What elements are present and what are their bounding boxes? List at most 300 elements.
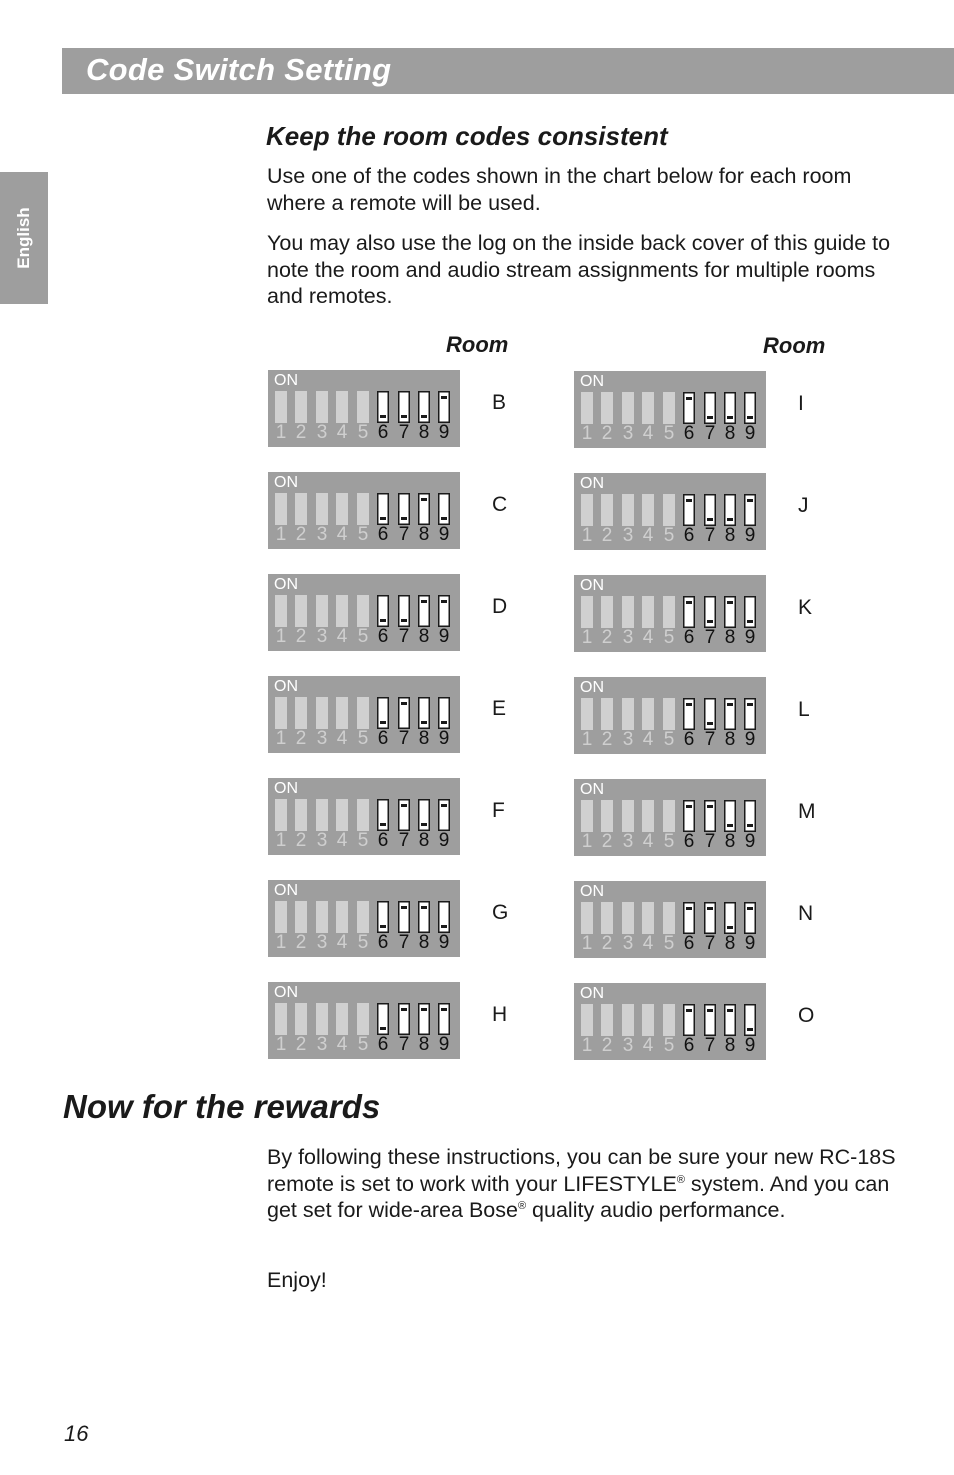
switch-knob-off [421,415,427,418]
switch-number-2: 2 [295,422,307,443]
switch-knob-on [707,1009,713,1012]
on-label: ON [580,679,604,696]
switch-number-1: 1 [275,728,287,749]
switch-number-1: 1 [275,626,287,647]
switch-slot-7 [704,494,716,526]
room-letter-m: M [798,800,816,823]
switch-slot-1 [275,493,287,525]
switch-slot-5 [357,595,369,627]
switch-slot-1 [581,392,593,424]
switch-slot-4 [642,1004,654,1036]
switch-slot-1 [275,391,287,423]
enjoy-text: Enjoy! [267,1268,327,1292]
switch-number-5: 5 [357,626,369,647]
switch-knob-on [747,907,753,910]
switch-number-6: 6 [683,729,695,750]
switch-slot-2 [295,901,307,933]
switch-number-5: 5 [663,525,675,546]
switch-number-1: 1 [581,729,593,750]
dip-switch-room-j [574,473,766,550]
switch-slot-8 [418,697,430,729]
switch-number-9: 9 [744,1035,756,1056]
switch-slot-4 [336,493,348,525]
switch-number-2: 2 [601,933,613,954]
switch-knob-off [707,620,713,623]
switch-number-5: 5 [663,831,675,852]
room-letter-k: K [798,596,813,619]
room-letter-e: E [492,697,507,720]
on-label: ON [274,780,298,797]
switch-number-1: 1 [275,932,287,953]
switch-slot-6 [377,901,389,933]
switch-number-9: 9 [744,525,756,546]
switch-slot-4 [336,1003,348,1035]
on-label: ON [274,678,298,695]
dip-switch-room-k [574,575,766,652]
room-letter-n: N [798,902,814,925]
switch-slot-2 [601,392,613,424]
switch-number-3: 3 [622,831,634,852]
switch-slot-4 [336,697,348,729]
switch-slot-7 [398,697,410,729]
switch-knob-on [747,703,753,706]
switch-number-4: 4 [336,830,348,851]
switch-knob-on [747,499,753,502]
section-heading-room-codes: Keep the room codes consistent [266,121,668,151]
on-label: ON [274,372,298,389]
switch-number-2: 2 [601,627,613,648]
switch-slot-5 [357,901,369,933]
switch-knob-on [686,805,692,808]
switch-knob-off [747,1028,753,1031]
switch-slot-2 [601,494,613,526]
switch-slot-1 [275,1003,287,1035]
switch-number-4: 4 [642,831,654,852]
switch-number-5: 5 [357,830,369,851]
switch-knob-on [421,906,427,909]
switch-number-8: 8 [418,932,430,953]
switch-slot-1 [275,595,287,627]
registered-mark: ® [676,1173,685,1186]
switch-number-4: 4 [336,728,348,749]
room-letter-d: D [492,595,508,618]
intro-paragraph-2: You may also use the log on the inside back cover of this guide to note the room and audio stream assignments for multiple rooms and remotes. [267,231,891,308]
switch-slot-1 [275,799,287,831]
switch-knob-off [707,416,713,419]
on-label: ON [580,373,604,390]
on-label: ON [580,577,604,594]
switch-number-9: 9 [438,932,450,953]
switch-knob-off [401,415,407,418]
dip-switch-room-c [268,472,460,549]
switch-slot-6 [377,697,389,729]
room-letter-g: G [492,901,509,924]
switch-knob-on [727,601,733,604]
switch-knob-off [401,517,407,520]
switch-number-1: 1 [581,627,593,648]
room-letter-c: C [492,493,508,516]
switch-slot-2 [601,596,613,628]
switch-slot-2 [601,698,613,730]
switch-slot-1 [581,698,593,730]
registered-mark: ® [517,1199,527,1212]
switch-number-1: 1 [581,831,593,852]
switch-number-3: 3 [622,525,634,546]
switch-knob-on [421,1008,427,1011]
switch-number-8: 8 [418,1034,430,1055]
switch-slot-7 [704,596,716,628]
switch-number-9: 9 [438,1034,450,1055]
switch-number-8: 8 [724,423,736,444]
switch-number-7: 7 [398,1034,410,1055]
switch-number-4: 4 [336,932,348,953]
switch-knob-on [441,1008,447,1011]
switch-slot-5 [663,494,675,526]
switch-slot-7 [398,901,410,933]
switch-number-3: 3 [316,626,328,647]
dip-switch-room-n [574,881,766,958]
switch-number-6: 6 [377,830,389,851]
switch-number-3: 3 [316,1034,328,1055]
dip-switch-room-e [268,676,460,753]
switch-knob-on [686,601,692,604]
switch-slot-3 [316,1003,328,1035]
switch-number-2: 2 [295,626,307,647]
on-label: ON [274,576,298,593]
switch-number-8: 8 [724,627,736,648]
switch-knob-off [441,721,447,724]
switch-knob-on [686,397,692,400]
switch-number-7: 7 [398,932,410,953]
room-letter-j: J [798,494,809,517]
header-bar [62,48,954,94]
switch-slot-4 [642,698,654,730]
switch-number-2: 2 [295,830,307,851]
switch-slot-8 [724,494,736,526]
switch-knob-on [401,1008,407,1011]
switch-number-5: 5 [357,932,369,953]
switch-number-1: 1 [275,1034,287,1055]
switch-number-5: 5 [663,627,675,648]
switch-number-2: 2 [295,932,307,953]
switch-number-7: 7 [398,422,410,443]
switch-number-1: 1 [581,423,593,444]
switch-knob-off [727,518,733,521]
switch-slot-1 [581,902,593,934]
switch-slot-2 [295,697,307,729]
switch-knob-off [380,721,386,724]
switch-slot-5 [357,799,369,831]
switch-slot-5 [663,902,675,934]
switch-number-5: 5 [357,728,369,749]
switch-slot-3 [622,494,634,526]
language-tab [0,172,48,304]
switch-slot-6 [683,698,695,730]
switch-knob-on [421,498,427,501]
switch-slot-6 [683,902,695,934]
switch-number-2: 2 [601,831,613,852]
switch-slot-5 [357,391,369,423]
switch-knob-on [727,1009,733,1012]
switch-number-9: 9 [438,830,450,851]
switch-slot-7 [398,1003,410,1035]
switch-slot-4 [336,901,348,933]
switch-slot-6 [377,493,389,525]
page-number: 16 [64,1421,89,1446]
switch-number-1: 1 [581,525,593,546]
switch-number-5: 5 [663,423,675,444]
switch-number-6: 6 [683,423,695,444]
switch-slot-8 [724,596,736,628]
switch-number-5: 5 [357,422,369,443]
switch-number-5: 5 [357,524,369,545]
switch-slot-5 [663,800,675,832]
switch-number-8: 8 [724,729,736,750]
switch-number-7: 7 [704,831,716,852]
switch-slot-2 [295,391,307,423]
switch-slot-2 [601,902,613,934]
switch-slot-2 [295,799,307,831]
switch-slot-8 [418,1003,430,1035]
switch-slot-5 [663,596,675,628]
switch-knob-off [421,721,427,724]
switch-number-4: 4 [642,933,654,954]
switch-number-6: 6 [377,932,389,953]
switch-slot-6 [683,494,695,526]
switch-slot-2 [601,1004,613,1036]
room-column-header-right: Room [763,333,826,358]
switch-slot-7 [398,493,410,525]
switch-knob-on [686,1009,692,1012]
dip-switch-room-b [268,370,460,447]
switch-slot-8 [418,493,430,525]
switch-knob-off [747,824,753,827]
switch-number-3: 3 [622,1035,634,1056]
switch-number-6: 6 [377,1034,389,1055]
switch-number-4: 4 [642,525,654,546]
switch-slot-9 [438,901,450,933]
switch-slot-3 [316,391,328,423]
switch-number-7: 7 [704,423,716,444]
switch-slot-8 [724,392,736,424]
intro-paragraph-1: Use one of the codes shown in the chart below for each room where a remote will be used. [267,164,852,215]
switch-number-1: 1 [275,422,287,443]
switch-slot-9 [438,595,450,627]
switch-number-7: 7 [398,626,410,647]
switch-slot-3 [622,596,634,628]
switch-slot-7 [398,391,410,423]
switch-number-7: 7 [398,830,410,851]
switch-slot-2 [295,595,307,627]
switch-slot-1 [581,1004,593,1036]
switch-knob-off [380,415,386,418]
switch-number-9: 9 [744,933,756,954]
switch-knob-on [686,499,692,502]
switch-number-3: 3 [316,524,328,545]
switch-number-8: 8 [418,728,430,749]
dip-switch-room-f [268,778,460,855]
switch-slot-4 [642,800,654,832]
switch-number-9: 9 [744,627,756,648]
switch-slot-5 [663,1004,675,1036]
switch-slot-8 [724,1004,736,1036]
switch-slot-9 [744,698,756,730]
switch-slot-3 [316,901,328,933]
switch-number-5: 5 [663,729,675,750]
switch-number-9: 9 [744,729,756,750]
switch-knob-off [707,518,713,521]
switch-knob-on [707,907,713,910]
switch-slot-7 [398,799,410,831]
switch-number-7: 7 [704,1035,716,1056]
switch-knob-off [380,1027,386,1030]
room-letter-h: H [492,1003,508,1026]
switch-knob-off [747,416,753,419]
on-label: ON [274,474,298,491]
switch-knob-off [441,925,447,928]
switch-number-4: 4 [336,626,348,647]
switch-knob-on [401,804,407,807]
switch-slot-5 [357,493,369,525]
switch-number-3: 3 [316,422,328,443]
switch-slot-6 [683,596,695,628]
rewards-paragraph [267,1144,897,1224]
on-label: ON [580,985,604,1002]
switch-slot-8 [418,391,430,423]
switch-slot-8 [418,901,430,933]
switch-number-7: 7 [398,524,410,545]
switch-knob-on [441,600,447,603]
switch-slot-9 [744,494,756,526]
switch-number-4: 4 [336,524,348,545]
switch-knob-off [380,517,386,520]
switch-number-2: 2 [601,729,613,750]
switch-number-3: 3 [316,728,328,749]
switch-slot-8 [724,800,736,832]
switch-number-8: 8 [418,626,430,647]
switch-slot-9 [744,1004,756,1036]
switch-number-7: 7 [704,525,716,546]
switch-slot-8 [418,799,430,831]
switch-slot-1 [581,800,593,832]
switch-number-1: 1 [275,524,287,545]
switch-knob-off [707,722,713,725]
switch-number-6: 6 [377,524,389,545]
switch-slot-3 [622,392,634,424]
switch-number-8: 8 [418,830,430,851]
switch-number-3: 3 [622,933,634,954]
language-tab-label: English [14,207,33,269]
switch-slot-4 [336,391,348,423]
switch-number-4: 4 [336,422,348,443]
switch-slot-1 [581,596,593,628]
switch-slot-6 [377,799,389,831]
switch-number-4: 4 [642,1035,654,1056]
switch-number-4: 4 [642,627,654,648]
switch-slot-9 [438,697,450,729]
switch-number-3: 3 [316,932,328,953]
dip-switch-room-g [268,880,460,957]
switch-slot-7 [704,698,716,730]
switch-number-3: 3 [622,729,634,750]
switch-knob-off [380,619,386,622]
switch-number-2: 2 [601,525,613,546]
switch-knob-on [441,804,447,807]
switch-number-6: 6 [683,627,695,648]
switch-slot-6 [683,800,695,832]
switch-knob-off [747,620,753,623]
dip-switch-room-i [574,371,766,448]
switch-number-9: 9 [744,423,756,444]
switch-slot-9 [438,799,450,831]
switch-slot-3 [316,493,328,525]
switch-slot-7 [704,800,716,832]
switch-slot-6 [377,595,389,627]
switch-number-1: 1 [581,933,593,954]
switch-slot-3 [316,697,328,729]
switch-knob-off [441,517,447,520]
room-letter-f: F [492,799,505,822]
switch-number-6: 6 [683,1035,695,1056]
dip-switch-room-d [268,574,460,651]
switch-number-2: 2 [295,524,307,545]
switch-slot-4 [642,392,654,424]
on-label: ON [580,883,604,900]
rewards-text-1: By following these instructions, you can be sure your new RC-18S remote is set to work with your LIFESTYLE [267,1145,896,1196]
switch-number-4: 4 [336,1034,348,1055]
room-letter-b: B [492,391,507,414]
dip-switch-room-h [268,982,460,1059]
switch-number-8: 8 [724,831,736,852]
room-letter-l: L [798,698,810,721]
switch-slot-7 [704,1004,716,1036]
switch-knob-on [727,703,733,706]
switch-number-5: 5 [663,933,675,954]
switch-slot-5 [663,698,675,730]
page-title: Code Switch Setting [86,52,392,87]
switch-slot-6 [377,391,389,423]
switch-number-3: 3 [316,830,328,851]
on-label: ON [580,781,604,798]
switch-knob-off [727,926,733,929]
switch-number-6: 6 [683,933,695,954]
room-column-header-left: Room [446,332,509,357]
switch-knob-off [727,824,733,827]
switch-number-6: 6 [377,422,389,443]
switch-number-2: 2 [601,423,613,444]
switch-slot-3 [622,800,634,832]
switch-slot-4 [336,799,348,831]
switch-number-2: 2 [295,1034,307,1055]
switch-knob-on [401,702,407,705]
switch-slot-9 [438,1003,450,1035]
room-letter-i: I [798,392,804,415]
switch-number-8: 8 [418,422,430,443]
switch-knob-on [686,907,692,910]
switch-slot-3 [316,595,328,627]
on-label: ON [580,475,604,492]
switch-number-3: 3 [622,627,634,648]
switch-slot-9 [438,391,450,423]
on-label: ON [274,984,298,1001]
switch-number-5: 5 [663,1035,675,1056]
switch-number-7: 7 [704,627,716,648]
switch-slot-7 [704,392,716,424]
switch-number-9: 9 [438,626,450,647]
switch-slot-5 [663,392,675,424]
switch-number-9: 9 [438,524,450,545]
switch-slot-5 [357,1003,369,1035]
